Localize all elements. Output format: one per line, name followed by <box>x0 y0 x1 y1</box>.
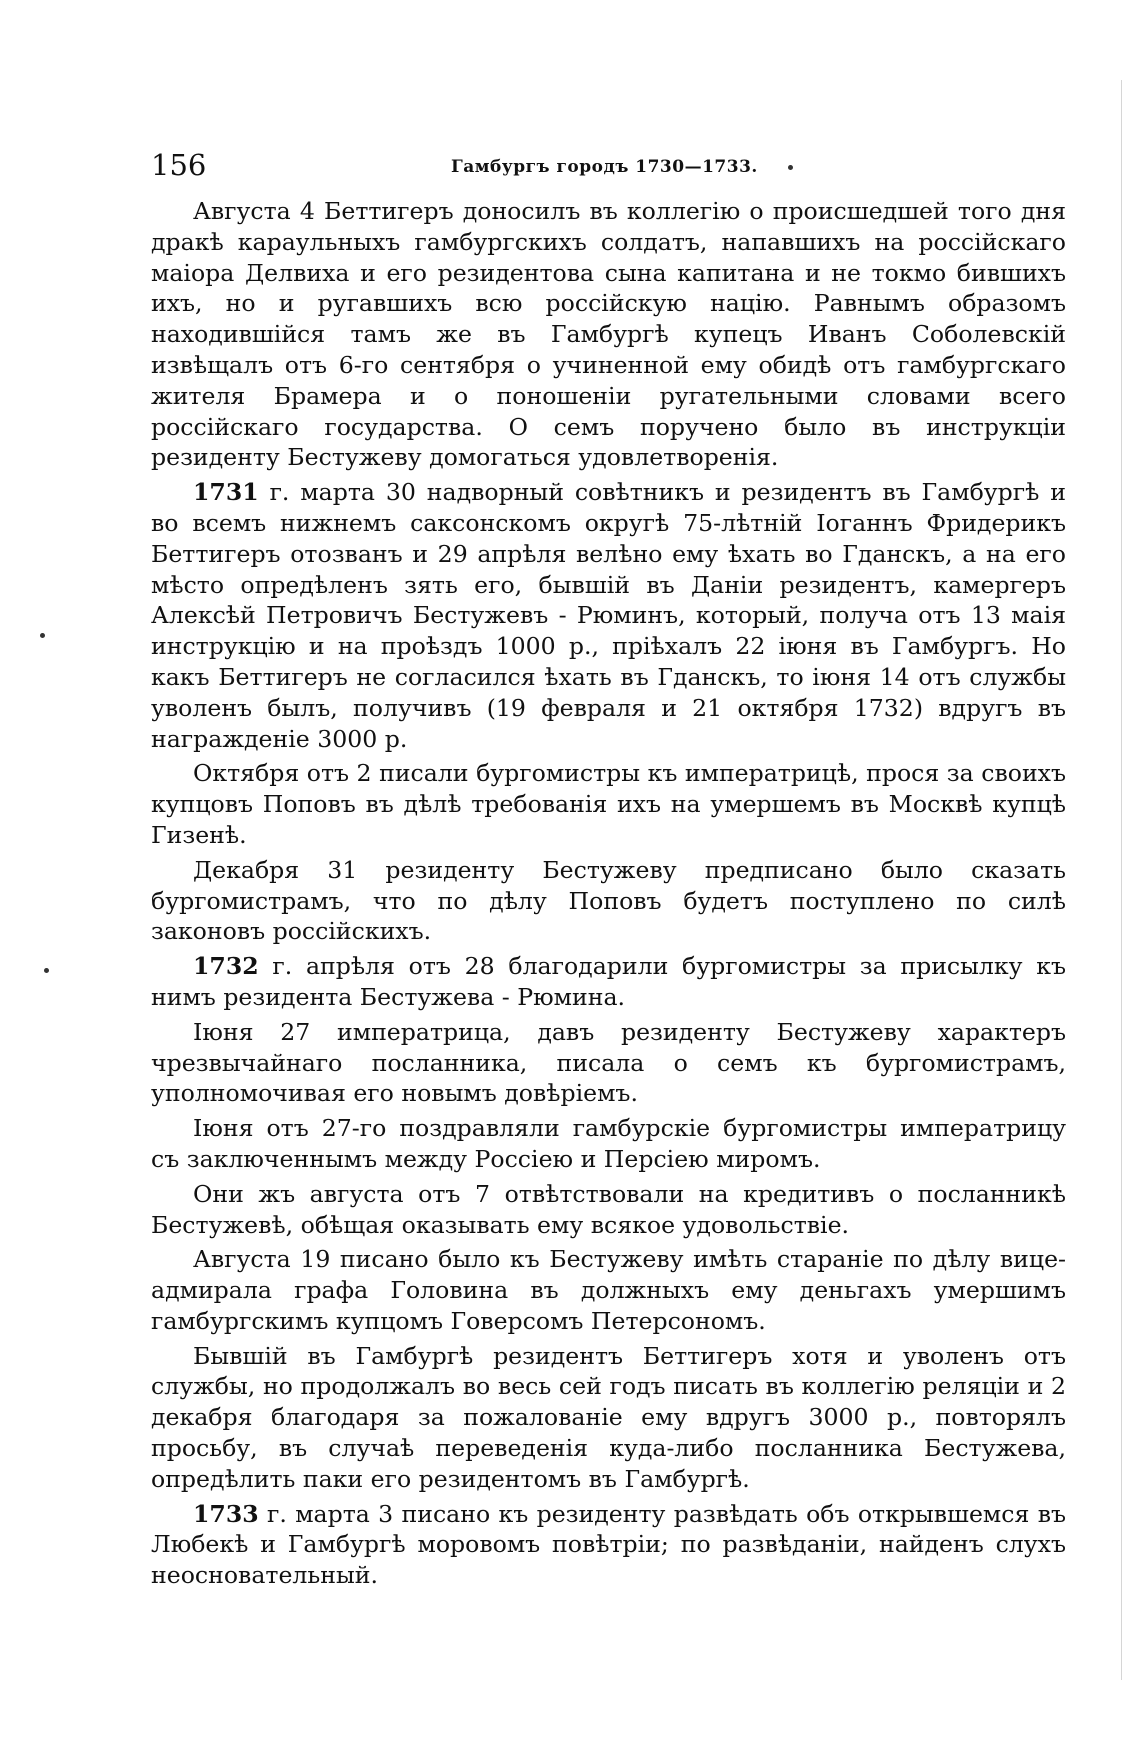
body-text <box>151 196 1066 1595</box>
paragraph-text: Августа 4 Беттигеръ доносилъ въ коллегію о происшедшей того дня дракѣ караульныхъ гамбургскихъ солдатъ, напавшихъ на россійскаго маіора Делвиха и его резидентова сына капитана и не токмо бившихъ ихъ, но и ругавшихъ всю россійскую націю. Равнымъ образомъ находившійся тамъ же въ Гамбургѣ купецъ Иванъ Соболевскій извѣщалъ отъ 6-го сентября о учиненной ему обидѣ отъ гамбургскаго жителя Брамера и о поношеніи ругательными словами всего россійскаго государства. О семъ поручено было въ инструкціи резиденту Бестужеву домогаться удовлетворенія. <box>151 197 1066 472</box>
paragraph <box>151 196 1066 473</box>
paragraph <box>151 1244 1066 1336</box>
scan-speck <box>40 633 45 638</box>
paragraph-year: 1733 <box>193 1499 259 1528</box>
paragraph <box>151 1179 1066 1241</box>
paragraph <box>151 951 1066 1013</box>
paragraph-text: Декабря 31 резиденту Бестужеву предписано было сказать бургомистрамъ, что по дѣлу Поповъ будетъ поступлено по силѣ законовъ россійскихъ. <box>151 855 1066 946</box>
paragraph-text: Октября отъ 2 писали бургомистры къ императрицѣ, прося за своихъ купцовъ Поповъ въ дѣлѣ требованія ихъ на умершемъ въ Москвѣ купцѣ Гизенѣ. <box>151 759 1066 849</box>
paragraph-text: Іюня отъ 27-го поздравляли гамбурскіе бургомистры императрицу съ заключеннымъ между Россіею и Персіею миромъ. <box>151 1114 1066 1173</box>
paragraph-text: г. марта 30 надворный совѣтникъ и резидентъ въ Гамбургѣ и во всемъ нижнемъ саксонскомъ округѣ 75-лѣтній Іоганнъ Фридерикъ Беттигеръ отозванъ и 29 апрѣля велѣно ему ѣхать во Гданскъ, а на его мѣсто опредѣленъ зять его, бывшій въ Даніи резидентъ, камергеръ Алексѣй Петровичъ Бестужевъ - Рюминъ, который, получа отъ 13 маія инструкцію и на проѣздъ 1000 р., пріѣхалъ 22 іюня въ Гамбургъ. Но какъ Беттигеръ не согласился ѣхать въ Гданскъ, то іюня 14 отъ службы уволенъ былъ, получивъ (19 февраля и 21 октября 1732) вдругъ въ награжденіе 3000 р. <box>151 478 1066 753</box>
paragraph <box>151 758 1066 850</box>
paragraph <box>151 1113 1066 1175</box>
paragraph-text: г. марта 3 писано къ резиденту развѣдать объ открывшемся въ Любекѣ и Гамбургѣ моровомъ повѣтріи; по развѣданіи, найденъ слухъ неосновательный. <box>151 1499 1066 1590</box>
page-number: 156 <box>151 148 207 182</box>
paragraph <box>151 477 1066 754</box>
paragraph-text: Іюня 27 императрица, давъ резиденту Бестужеву характеръ чрезвычайнаго посланника, писала о семъ къ бургомистрамъ, уполномочивая его новымъ довѣріемъ. <box>151 1017 1066 1108</box>
paragraph-text: Бывшій въ Гамбургѣ резидентъ Беттигеръ хотя и уволенъ отъ службы, но продолжалъ во весь сей годъ писать въ коллегію реляціи и 2 декабря благодаря за пожалованіе ему вдругъ 3000 р., повторялъ просьбу, въ случаѣ переведенія куда-либо посланника Бестужева, опредѣлить паки его резидентомъ въ Гамбургѣ. <box>151 1341 1066 1493</box>
scan-speck <box>44 968 49 973</box>
paragraph <box>151 1499 1066 1591</box>
paragraph <box>151 1341 1066 1495</box>
paragraph-year: 1731 <box>193 478 259 507</box>
paragraph <box>151 1017 1066 1109</box>
scan-edge-line <box>1121 80 1122 1680</box>
paragraph-year: 1732 <box>193 952 259 981</box>
paragraph-text: Они жъ августа отъ 7 отвѣтствовали на кредитивъ о посланникѣ Бестужевѣ, обѣщая оказывать ему всякое удовольствіе. <box>151 1179 1066 1239</box>
paragraph-text: г. апрѣля отъ 28 благодарили бургомистры за присылку къ нимъ резидента Бестужева - Рюмина. <box>151 952 1066 1011</box>
running-head: Гамбургъ городъ 1730—1733. <box>451 157 758 177</box>
paragraph-text: Августа 19 писано было къ Бестужеву имѣть стараніе по дѣлу вице-адмирала графа Головина въ должныхъ ему деньгахъ умершимъ гамбургскимъ купцомъ Говерсомъ Петерсономъ. <box>151 1245 1066 1335</box>
page-header <box>151 148 1140 188</box>
paragraph <box>151 855 1066 947</box>
